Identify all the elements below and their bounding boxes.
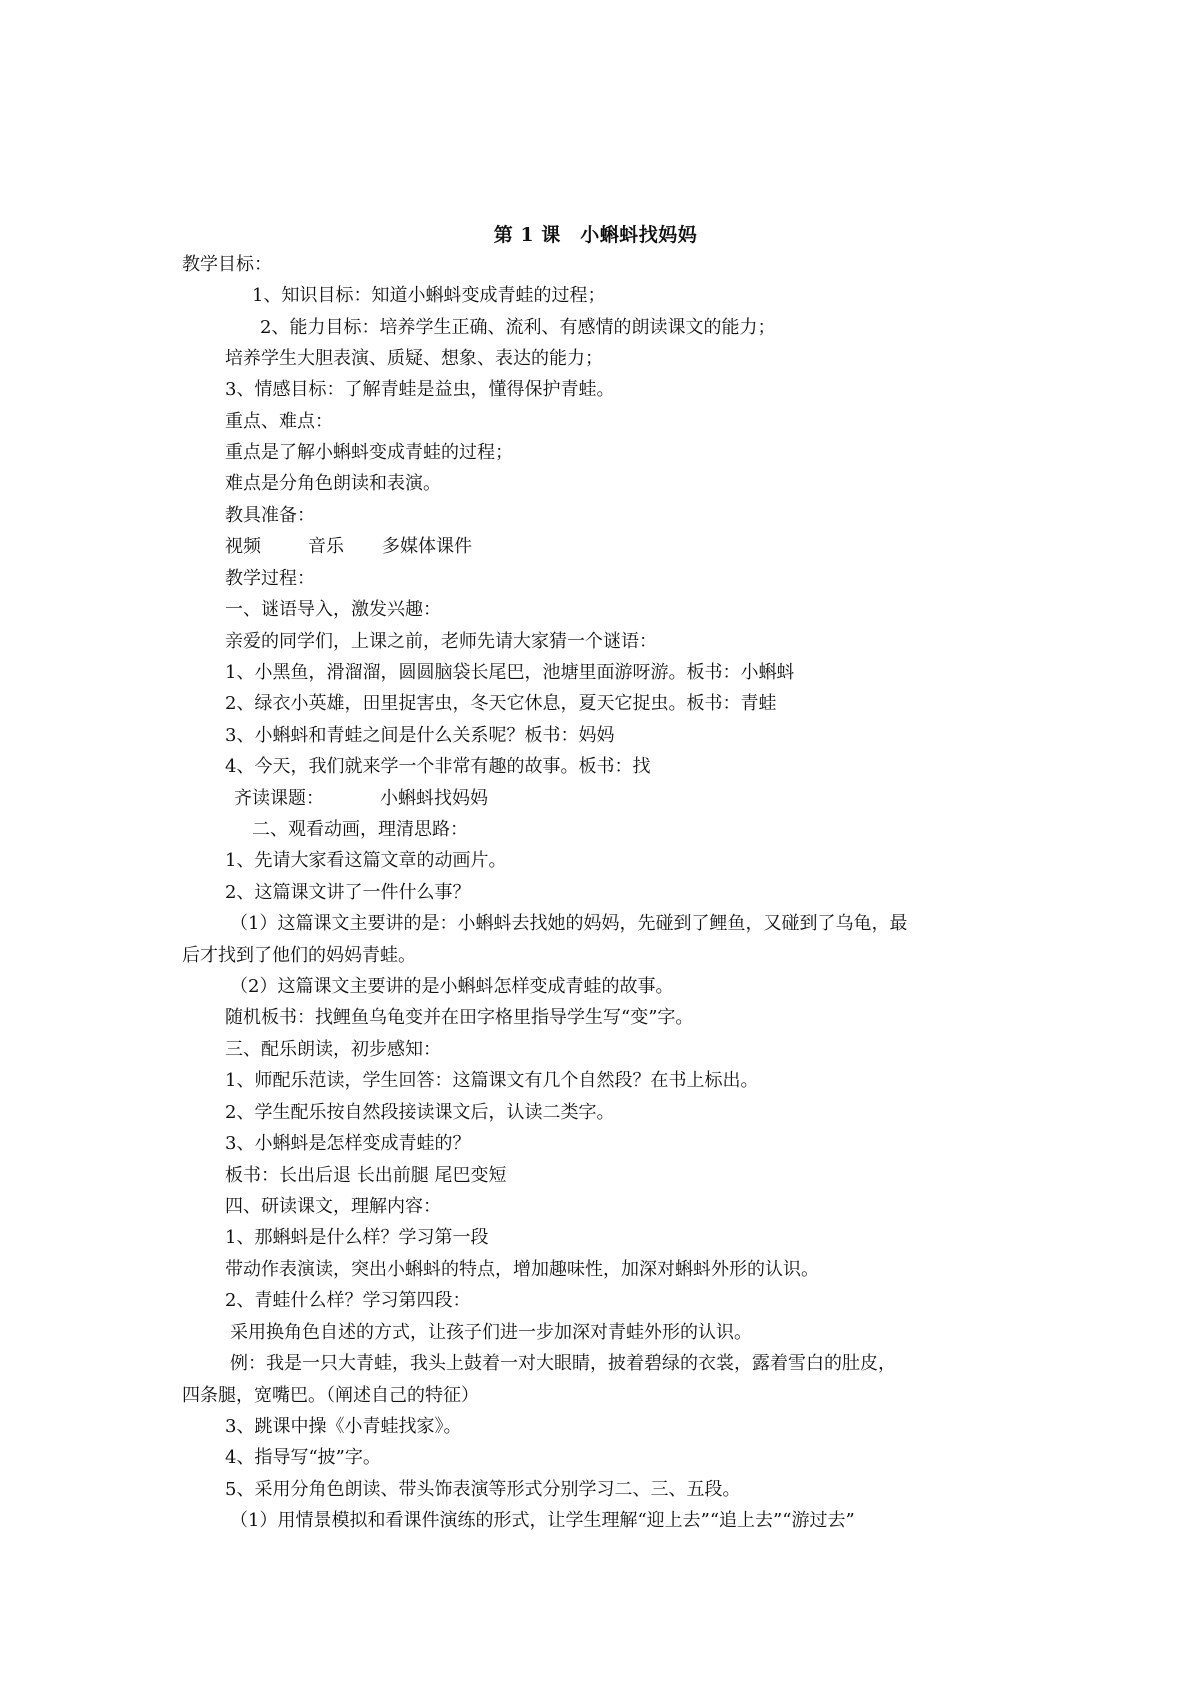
text-line: （1）这篇课文主要讲的是：小蝌蚪去找她的妈妈，先碰到了鲤鱼，又碰到了乌龟，最 bbox=[230, 913, 908, 934]
text-line: 教具准备： bbox=[225, 505, 315, 526]
text-line: 齐读课题： bbox=[234, 788, 324, 809]
text-line: 1、小黑鱼，滑溜溜，圆圆脑袋长尾巴，池塘里面游呀游。板书：小蝌蚪 bbox=[225, 662, 795, 683]
text-line: 随机板书：找鲤鱼乌龟变并在田字格里指导学生写“变”字。 bbox=[225, 1007, 694, 1028]
text-line: 1、知识目标：知道小蝌蚪变成青蛙的过程； bbox=[252, 285, 606, 306]
text-line: 培养学生大胆表演、质疑、想象、表达的能力； bbox=[225, 348, 603, 369]
text-line: 带动作表演读，突出小蝌蚪的特点，增加趣味性，加深对蝌蚪外形的认识。 bbox=[225, 1259, 819, 1280]
text-line: 视频 bbox=[225, 536, 261, 557]
text-line: 四条腿，宽嘴巴。（阐述自己的特征） bbox=[182, 1385, 479, 1406]
text-line: 3、小蝌蚪和青蛙之间是什么关系呢？板书：妈妈 bbox=[225, 725, 615, 746]
text-line: 亲爱的同学们，上课之前，老师先请大家猜一个谜语： bbox=[225, 631, 657, 652]
text-line: 教学过程： bbox=[225, 568, 315, 589]
text-line: 1、先请大家看这篇文章的动画片。 bbox=[225, 850, 507, 871]
text-line: （2）这篇课文主要讲的是小蝌蚪怎样变成青蛙的故事。 bbox=[230, 976, 674, 997]
text-line: 采用换角色自述的方式，让孩子们进一步加深对青蛙外形的认识。 bbox=[230, 1322, 752, 1343]
text-line: 一、谜语导入，激发兴趣： bbox=[225, 599, 441, 620]
text-line: 例：我是一只大青蛙，我头上鼓着一对大眼睛，披着碧绿的衣裳，露着雪白的肚皮， bbox=[230, 1353, 896, 1374]
text-line: 难点是分角色朗读和表演。 bbox=[225, 473, 441, 494]
text-line: 板书：长出后退 长出前腿 尾巴变短 bbox=[225, 1165, 507, 1186]
text-line: 1、师配乐范读，学生回答：这篇课文有几个自然段？在书上标出。 bbox=[225, 1070, 759, 1091]
text-line: 四、研读课文，理解内容： bbox=[225, 1196, 441, 1217]
text-line: 二、观看动画，理清思路： bbox=[252, 819, 468, 840]
text-line: 2、绿衣小英雄，田里捉害虫，冬天它休息，夏天它捉虫。板书：青蛙 bbox=[225, 693, 777, 714]
text-line: 3、小蝌蚪是怎样变成青蛙的？ bbox=[225, 1133, 471, 1154]
text-line: 多媒体课件 bbox=[382, 536, 472, 557]
text-line: 2、学生配乐按自然段接读课文后，认读二类字。 bbox=[225, 1102, 615, 1123]
text-line: 小蝌蚪找妈妈 bbox=[380, 788, 488, 809]
lesson-title: 第 1 课 小蝌蚪找妈妈 bbox=[493, 224, 698, 246]
text-line: 4、今天，我们就来学一个非常有趣的故事。板书：找 bbox=[225, 756, 651, 777]
text-line: 3、情感目标：了解青蛙是益虫，懂得保护青蛙。 bbox=[225, 379, 615, 400]
text-line: 重点、难点： bbox=[225, 411, 333, 432]
text-line: 5、采用分角色朗读、带头饰表演等形式分别学习二、三、五段。 bbox=[225, 1479, 741, 1500]
text-line: 2、能力目标：培养学生正确、流利、有感情的朗读课文的能力； bbox=[260, 317, 776, 338]
text-line: 4、指导写“披”字。 bbox=[225, 1447, 381, 1468]
text-line: 音乐 bbox=[308, 536, 344, 557]
text-line: 重点是了解小蝌蚪变成青蛙的过程； bbox=[225, 442, 513, 463]
text-line: 三、配乐朗读，初步感知： bbox=[225, 1039, 441, 1060]
text-line: 后才找到了他们的妈妈青蛙。 bbox=[182, 945, 416, 966]
text-line: 2、青蛙什么样？学习第四段： bbox=[225, 1290, 471, 1311]
text-line: 1、那蝌蚪是什么样？学习第一段 bbox=[225, 1227, 489, 1248]
text-line: 3、跳课中操《小青蛙找家》。 bbox=[225, 1416, 462, 1437]
text-line: 教学目标： bbox=[182, 254, 272, 275]
text-line: （1）用情景模拟和看课件演练的形式，让学生理解“迎上去”“追上去”“游过去” bbox=[230, 1510, 855, 1531]
text-line: 2、这篇课文讲了一件什么事？ bbox=[225, 882, 471, 903]
